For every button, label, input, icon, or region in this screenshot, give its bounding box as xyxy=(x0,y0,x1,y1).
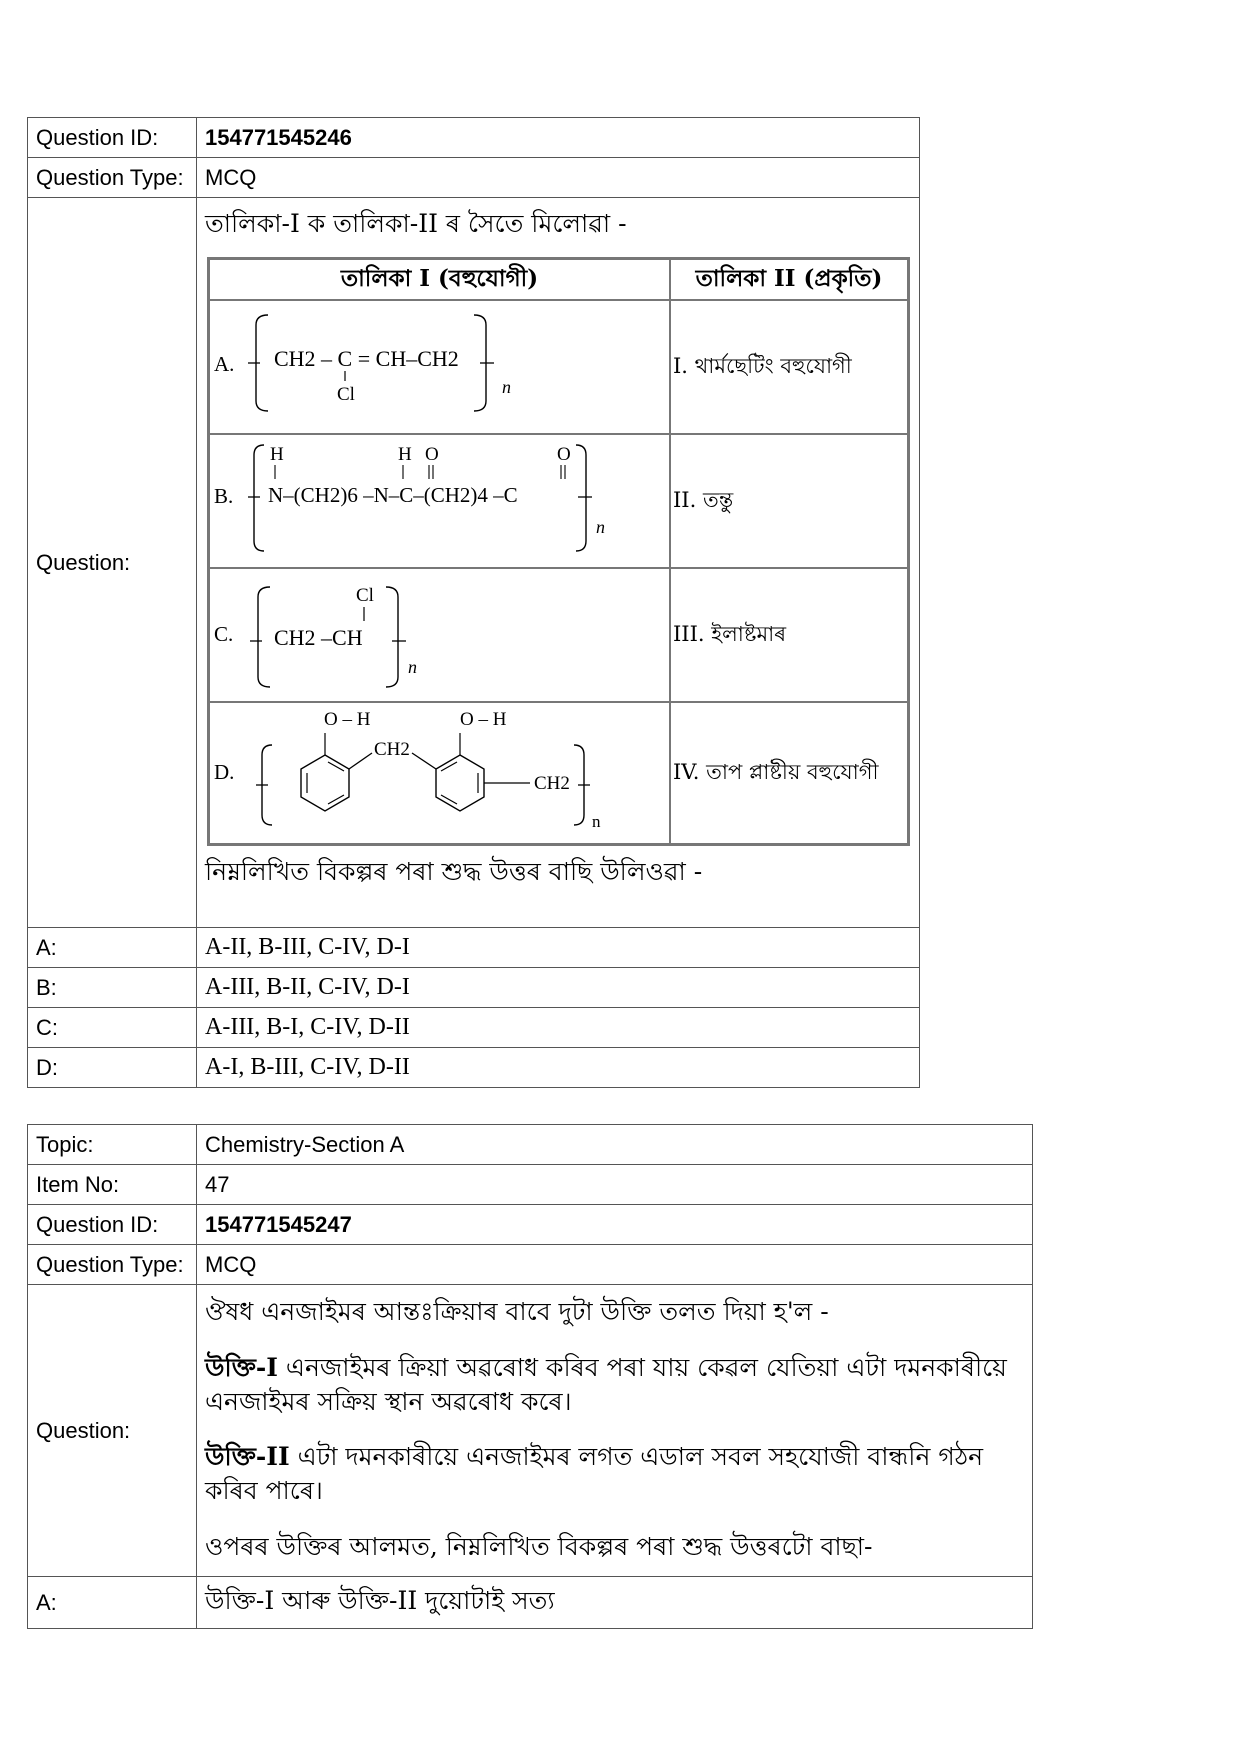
question-body xyxy=(197,1285,1033,1577)
option-b-text: A-III, B-II, C-IV, D-I xyxy=(197,968,920,1008)
option-a-label: A: xyxy=(28,928,197,968)
question-label: Question: xyxy=(28,198,197,928)
item-no-value: 47 xyxy=(197,1165,1033,1205)
polymer-b-h2: H xyxy=(398,444,412,465)
polymer-a-chain: CH2 – C = CH–CH2 xyxy=(274,346,459,371)
topic-value: Chemistry-Section A xyxy=(197,1125,1033,1165)
right-bracket xyxy=(576,445,586,551)
polymer-b xyxy=(209,434,670,568)
polymer-c-structure xyxy=(212,569,667,695)
double-bond xyxy=(328,762,344,771)
column-2-header: তালিকা II (প্ৰকৃতি) xyxy=(670,259,908,300)
question-body xyxy=(197,198,920,928)
statement-1-text: এনজাইমৰ ক্ৰিয়া অৱৰোধ কৰিব পৰা যায় কেৱল যেতিয়া এটা দমনকাৰীয়ে এনজাইমৰ সক্ৰিয় স্থান অৱৰোধ কৰে। xyxy=(205,1352,1007,1416)
polymer-b-h1: H xyxy=(270,444,284,465)
polymer-a-substituent: Cl xyxy=(337,384,355,405)
polymer-b-o2: O xyxy=(557,444,571,465)
polymer-c-n: n xyxy=(408,657,417,677)
polymer-c-chain: CH2 –CH xyxy=(274,625,363,650)
bond xyxy=(349,753,372,769)
statement-1 xyxy=(205,1351,1024,1419)
polymer-d-oh1: O – H xyxy=(324,709,371,730)
statement-2-head: উক্তি-II xyxy=(205,1442,290,1472)
question-type-label: Question Type: xyxy=(28,158,197,198)
property-iii: III. ইলাষ্টমাৰ xyxy=(670,568,908,702)
double-bond xyxy=(441,762,457,771)
double-bond xyxy=(441,795,457,804)
polymer-d-oh2: O – H xyxy=(460,709,507,730)
double-bond xyxy=(328,795,344,804)
left-bracket xyxy=(258,587,270,687)
item-no-label: Item No: xyxy=(28,1165,197,1205)
polymer-d-ch2b: CH2 xyxy=(534,773,570,794)
option-a-text: উক্তি-I আৰু উক্তি-II দুয়োটাই সত্য xyxy=(197,1577,1033,1629)
question-id-value: 154771545246 xyxy=(197,118,920,158)
property-ii: II. তন্তু xyxy=(670,434,908,568)
polymer-d-structure xyxy=(212,703,667,837)
polymer-c-substituent: Cl xyxy=(356,585,374,606)
statement-2-text: এটা দমনকাৰীয়ে এনজাইমৰ লগত এডাল সবল সহযোজী বান্ধনি গঠন কৰিব পাৰে। xyxy=(205,1442,983,1505)
question-label: Question: xyxy=(28,1285,197,1577)
benzene-ring-2 xyxy=(436,755,484,811)
polymer-b-o1: O xyxy=(425,444,439,465)
polymer-d xyxy=(209,702,670,844)
left-bracket xyxy=(254,445,264,551)
topic-label: Topic: xyxy=(28,1125,197,1165)
bond xyxy=(412,753,436,769)
statement-1-head: উক্তি-I xyxy=(205,1352,278,1382)
option-d-text: A-I, B-III, C-IV, D-II xyxy=(197,1048,920,1088)
option-a-text: A-II, B-III, C-IV, D-I xyxy=(197,928,920,968)
polymer-c xyxy=(209,568,670,702)
right-bracket xyxy=(386,587,398,687)
polymer-a-n: n xyxy=(502,377,511,397)
question-type-label: Question Type: xyxy=(28,1245,197,1285)
question-table-1 xyxy=(27,117,920,1088)
polymer-c-letter: C. xyxy=(214,622,234,646)
property-i: I. থাৰ্মছেটিং বহুযোগী xyxy=(670,300,908,434)
option-b-label: B: xyxy=(28,968,197,1008)
polymer-a-letter: A. xyxy=(214,352,235,376)
match-table xyxy=(207,257,910,846)
statement-2 xyxy=(205,1440,1024,1508)
question-id-label: Question ID: xyxy=(28,118,197,158)
polymer-d-n: n xyxy=(592,812,601,831)
question-intro: ঔষধ এনজাইমৰ আন্তঃক্ৰিয়াৰ বাবে দুটা উক্তি তলত দিয়া হ'ল - xyxy=(205,1297,829,1326)
polymer-a-structure xyxy=(212,301,667,427)
question-instruction: ওপৰৰ উক্তিৰ আলমত, নিম্নলিখিত বিকল্পৰ পৰা শুদ্ধ উত্তৰটো বাছা- xyxy=(205,1531,873,1561)
polymer-d-ch2a: CH2 xyxy=(374,739,410,760)
question-type-value: MCQ xyxy=(197,158,920,198)
polymer-d-letter: D. xyxy=(214,760,235,784)
option-d-label: D: xyxy=(28,1048,197,1088)
property-iv: IV. তাপ প্লাষ্টীয় বহুযোগী xyxy=(670,702,908,844)
question-instruction: নিম্নলিখিত বিকল্পৰ পৰা শুদ্ধ উত্তৰ বাছি উলিওৱা - xyxy=(205,857,703,886)
polymer-b-chain: N–(CH2)6 –N–C–(CH2)4 –C xyxy=(268,483,518,507)
option-a-label: A: xyxy=(28,1577,197,1629)
option-c-label: C: xyxy=(28,1008,197,1048)
question-id-value: 154771545247 xyxy=(197,1205,1033,1245)
question-intro: তালিকা-I ক তালিকা-II ৰ সৈতে মিলোৱা - xyxy=(205,209,627,238)
question-table-2 xyxy=(27,1124,1033,1629)
benzene-ring-1 xyxy=(301,755,349,811)
polymer-a xyxy=(209,300,670,434)
question-type-value: MCQ xyxy=(197,1245,1033,1285)
column-1-header: তালিকা I (বহুযোগী) xyxy=(209,259,670,300)
option-c-text: A-III, B-I, C-IV, D-II xyxy=(197,1008,920,1048)
polymer-b-structure xyxy=(212,435,667,561)
polymer-b-letter: B. xyxy=(214,484,234,508)
polymer-b-n: n xyxy=(596,517,605,537)
question-id-label: Question ID: xyxy=(28,1205,197,1245)
